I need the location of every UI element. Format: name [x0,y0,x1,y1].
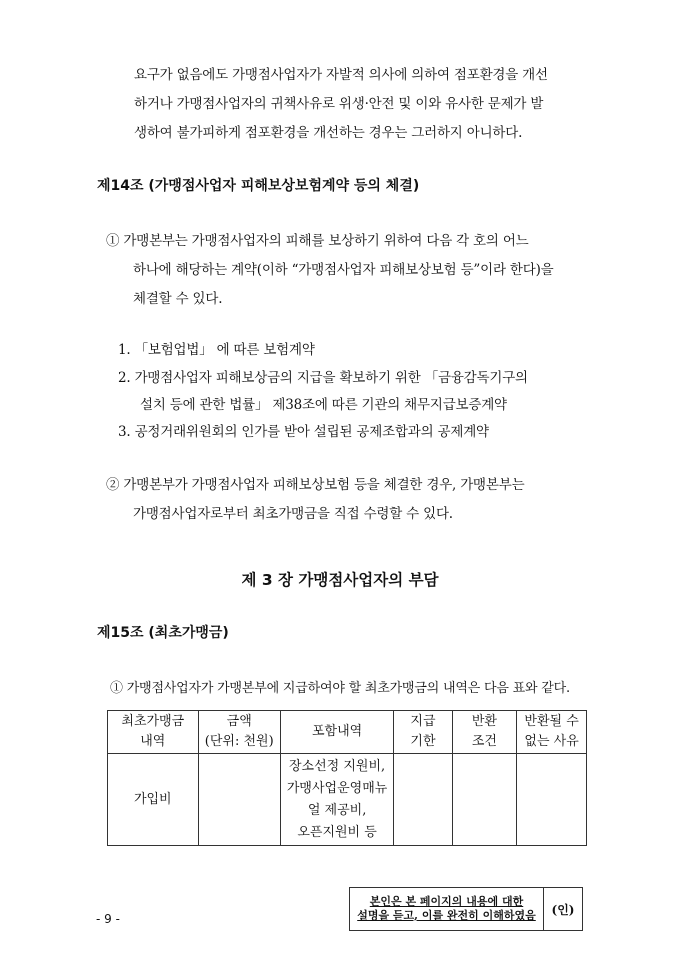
table-row [108,754,587,846]
paragraph-line: 하거나 가맹점사업자의 귀책사유로 위생·안전 및 이와 유사한 문제가 발 [134,96,544,112]
paragraph-line: 가맹점사업자로부터 최초가맹금을 직접 수령할 수 있다. [133,506,453,522]
chapter-title: 제 3 장 가맹점사업자의 부담 [241,571,439,589]
article-14-title: 제14조 (가맹점사업자 피해보상보험계약 등의 체결) [97,178,420,194]
initial-fee-table [107,710,587,846]
table-header-cell: 반환될 수 없는 사유 [517,711,587,754]
paragraph-line: ② 가맹본부가 가맹점사업자 피해보상보험 등을 체결한 경우, 가맹본부는 [106,477,525,493]
paragraph-line: 요구가 없음에도 가맹점사업자가 자발적 의사에 의하여 점포환경을 개선 [134,67,548,83]
list-item: 3. 공정거래위원회의 인가를 받아 설립된 공제조합과의 공제계약 [118,424,489,440]
table-header-cell: 반환 조건 [452,711,517,754]
paragraph-line: 체결할 수 있다. [133,291,223,307]
paragraph-line: ① 가맹점사업자가 가맹본부에 지급하여야 할 최초가맹금의 내역은 다음 표와 같다. [110,681,570,696]
table-cell-refund [452,754,517,846]
confirmation-box [349,887,583,931]
table-cell-amount [198,754,280,846]
paragraph-line: 하나에 해당하는 계약(이하 “가맹점사업자 피해보상보험 등”이라 한다)을 [133,262,554,278]
list-item: 2. 가맹점사업자 피해보상금의 지급을 확보하기 위한 「금융감독기구의 [118,370,528,386]
table-header-cell: 포함내역 [280,711,394,754]
table-header-row [108,711,587,754]
seal-field: (인) [551,902,575,917]
list-item: 1. 「보험업법」 에 따른 보험계약 [118,342,315,358]
table-header-cell: 최초가맹금 내역 [108,711,199,754]
article-15-title: 제15조 (최초가맹금) [97,625,229,641]
table-cell-item: 가입비 [108,754,199,846]
table-cell-nonrefund [517,754,587,846]
table-cell-includes: 장소선정 지원비, 가맹사업운영매뉴 얼 제공비, 오픈지원비 등 [280,754,394,846]
paragraph-line: 생하여 불가피하게 점포환경을 개선하는 경우는 그러하지 아니하다. [134,125,523,141]
table-cell-due [394,754,452,846]
paragraph-line: ① 가맹본부는 가맹점사업자의 피해를 보상하기 위하여 다음 각 호의 어느 [106,233,529,249]
table-header-cell: 지급 기한 [394,711,452,754]
confirmation-text: 본인은 본 페이지의 내용에 대한 설명을 듣고, 이를 완전히 이해하였음 [350,888,544,930]
table-header-cell: 금액 (단위: 천원) [198,711,280,754]
page-number: - 9 - [96,912,120,926]
list-item-continuation: 설치 등에 관한 법률」 제38조에 따른 기관의 채무지급보증계약 [140,397,507,413]
